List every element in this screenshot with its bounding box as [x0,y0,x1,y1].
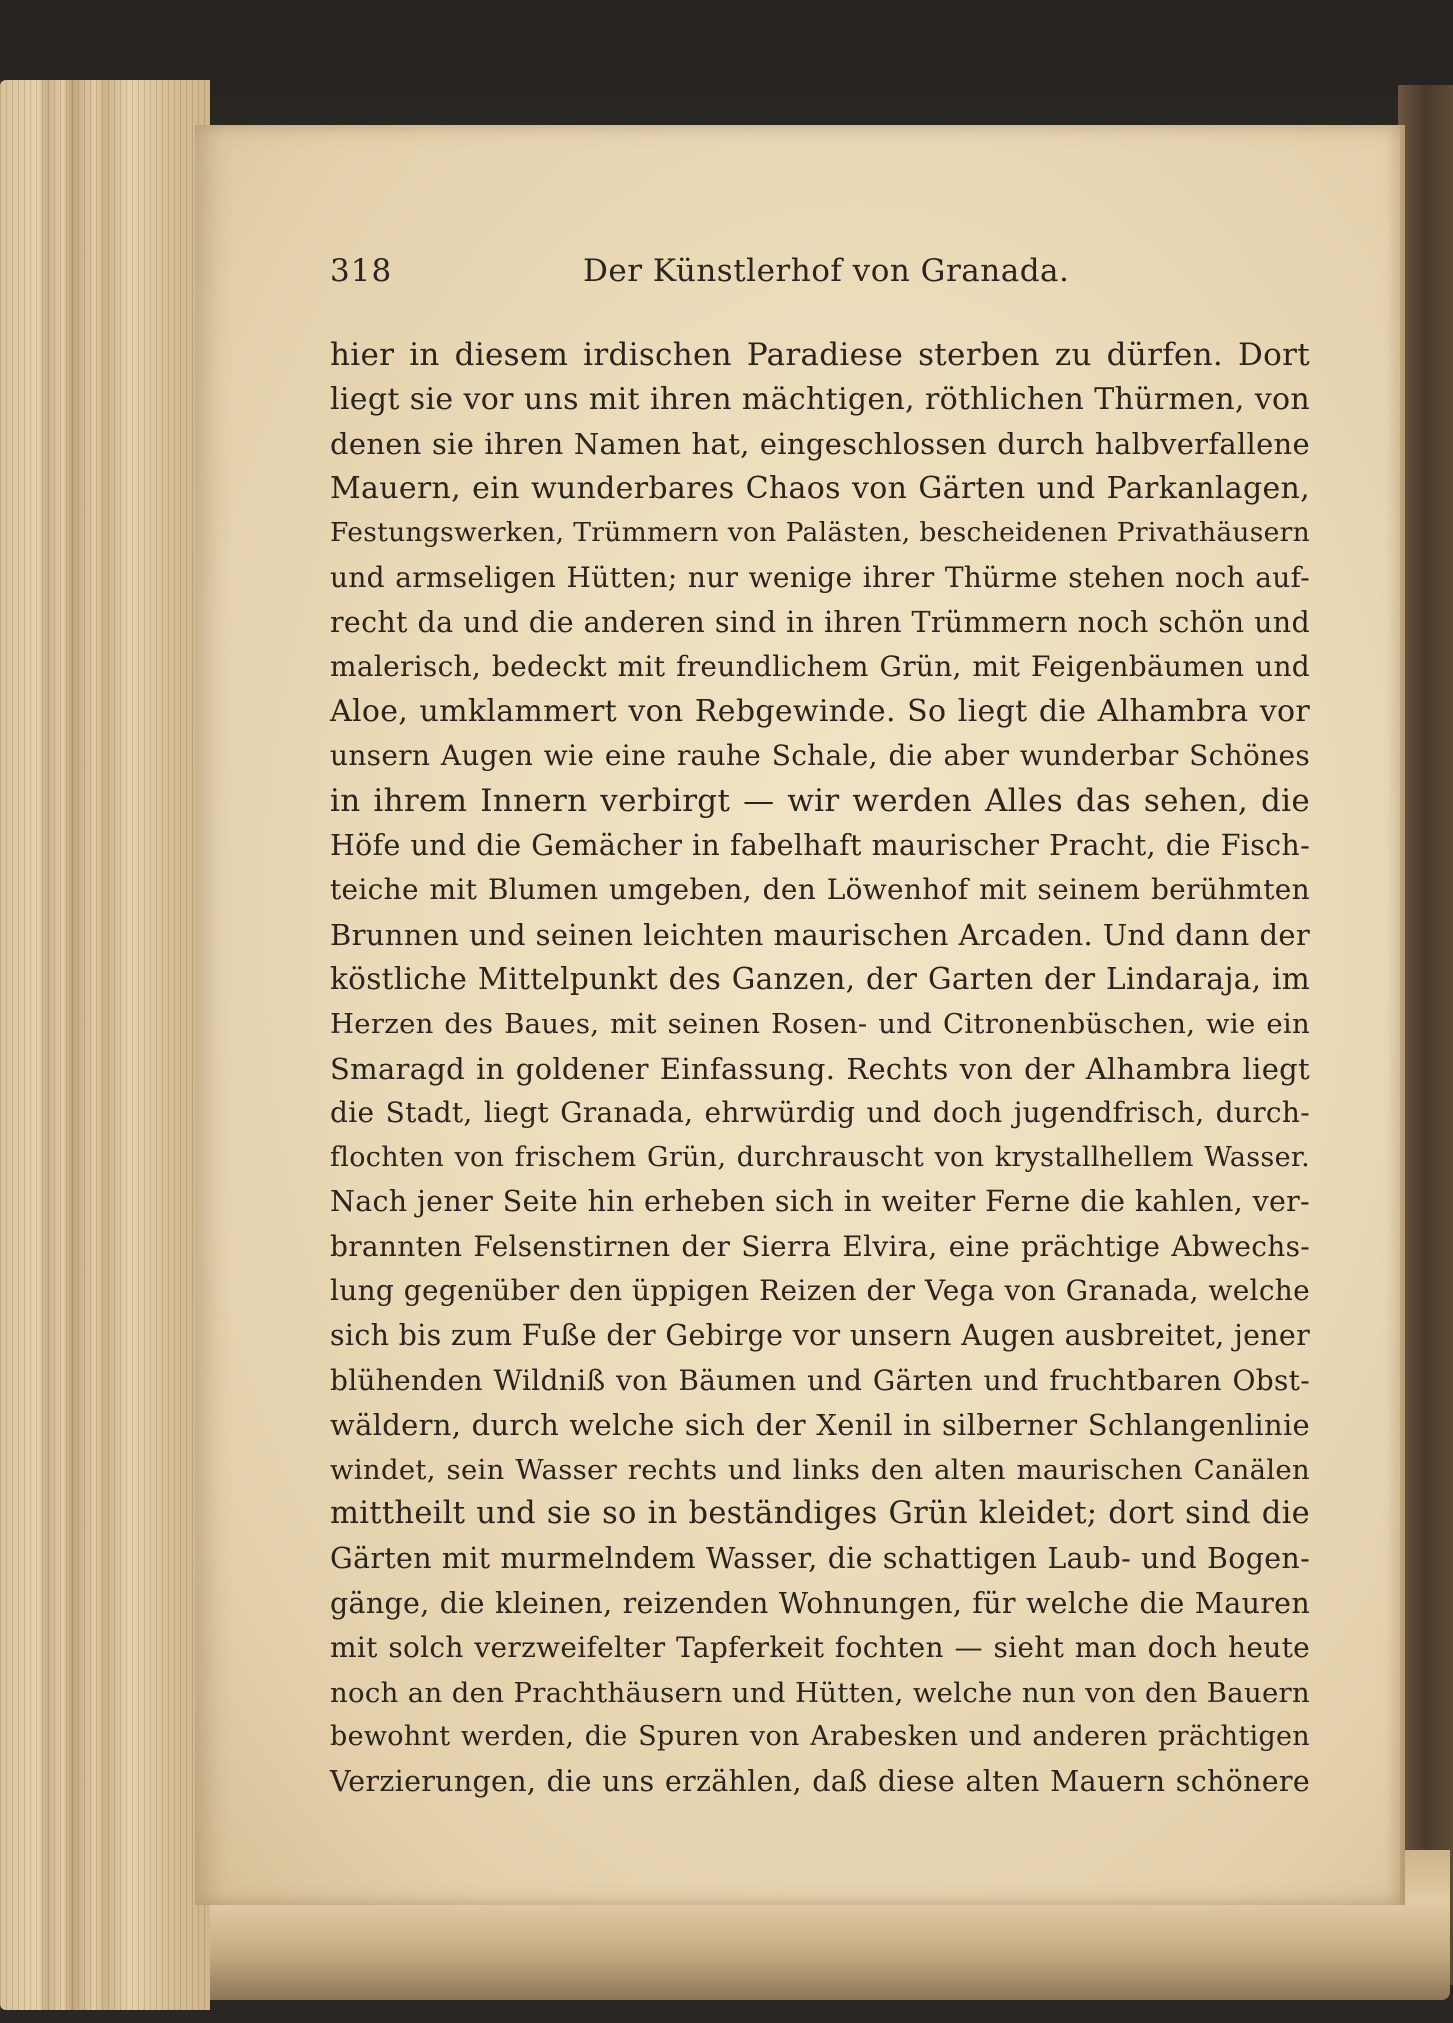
text-line: Aloe, umklammert von Rebgewinde. So liegt die Alhambra vor [330,693,1310,729]
text-line: Gärten mit murmelndem Wasser, die schattigen Laub- und Bogen- [330,1542,1310,1576]
text-line: Brunnen und seinen leichten maurischen Arcaden. Und dann der [330,917,1310,952]
text-line: bewohnt werden, die Spuren von Arabesken und anderen prächtigen [330,1721,1310,1753]
text-line: wäldern, durch welche sich der Xenil in silberner Schlangenlinie [330,1408,1310,1443]
text-line: hier in diesem irdischen Paradiese sterben zu dürfen. Dort [330,337,1310,373]
text-line: lung gegenüber den üppigen Reizen der Vega von Granada, welche [330,1274,1310,1308]
text-line: brannten Felsenstirnen der Sierra Elvira, eine prächtige Abwechs- [330,1229,1310,1263]
text-line: recht da und die anderen sind in ihren Trümmern noch schön und [330,605,1310,639]
text-line: malerisch, bedeckt mit freundlichem Grün, mit Feigenbäumen und [330,650,1310,684]
text-line: und armseligen Hütten; nur wenige ihrer Thürme stehen noch auf- [330,560,1310,594]
page-header [330,253,1070,293]
text-line: Herzen des Baues, mit seinen Rosen- und Citronenbüschen, wie ein [330,1007,1310,1040]
text-line: blühenden Wildniß von Bäumen und Gärten und fruchtbaren Obst- [330,1363,1310,1397]
book-cover-edge [1398,85,1453,1985]
text-line: mit solch verzweifelter Tapferkeit fochten — sieht man doch heute [330,1631,1310,1665]
text-line: Smaragd in goldener Einfassung. Rechts von der Alhambra liegt [330,1051,1310,1086]
running-title: Der Künstlerhof von Granada. [583,253,1070,289]
text-line: gänge, die kleinen, reizenden Wohnungen, für welche die Mauren [330,1586,1310,1620]
text-line: sich bis zum Fuße der Gebirge vor unsern Augen ausbreitet, jener [330,1319,1310,1353]
text-line: denen sie ihren Namen hat, eingeschlossen durch halbverfallene [330,427,1310,462]
text-line: Nach jener Seite hin erheben sich in weiter Ferne die kahlen, ver- [330,1185,1310,1219]
page-number: 318 [330,253,393,289]
text-line: die Stadt, liegt Granada, ehrwürdig und doch jugendfrisch, durch- [330,1096,1310,1130]
text-line: mittheilt und sie so in beständiges Grün kleidet; dort sind die [330,1496,1310,1532]
text-line: Höfe und die Gemächer in fabelhaft maurischer Pracht, die Fisch- [330,828,1310,862]
text-line: liegt sie vor uns mit ihren mächtigen, röthlichen Thürmen, von [330,381,1310,417]
text-line: Mauern, ein wunderbares Chaos von Gärten und Parkanlagen, [330,470,1310,506]
text-line: noch an den Prachthäusern und Hütten, welche nun von den Bauern [330,1676,1310,1709]
text-line: köstliche Mittelpunkt des Ganzen, der Garten der Lindaraja, im [330,962,1310,997]
background-top [0,0,1453,95]
text-line: unsern Augen wie eine rauhe Schale, die aber wunderbar Schönes [330,739,1310,773]
text-line: in ihrem Innern verbirgt — wir werden Alles das sehen, die [330,782,1310,819]
text-line: windet, sein Wasser rechts und links den alten maurischen Canälen [330,1453,1310,1486]
text-line: Verzierungen, die uns erzählen, daß diese alten Mauern schönere [330,1765,1310,1798]
page-stack-left [0,80,210,2010]
text-line: teiche mit Blumen umgeben, den Löwenhof mit seinem berühmten [330,873,1310,907]
text-line: flochten von frischem Grün, durchrauscht von krystallhellem Wasser. [330,1141,1310,1173]
text-line: Festungswerken, Trümmern von Palästen, bescheidenen Privathäusern [330,517,1310,549]
body-text [330,333,1310,1805]
